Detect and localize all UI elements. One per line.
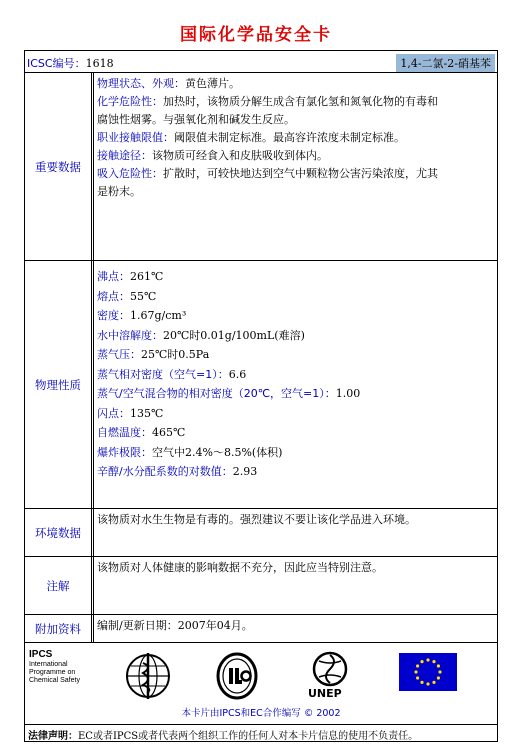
eu-star <box>437 676 440 679</box>
notes-label: 注解 <box>25 557 92 614</box>
data-line <box>97 443 492 463</box>
notes-content: 该物质对人体健康的影响数据不充分，因此应当特别注意。 <box>93 557 495 614</box>
data-line <box>97 93 492 111</box>
data-line <box>97 423 492 443</box>
data-line <box>97 404 492 424</box>
data-line <box>97 111 492 129</box>
field-key: 密度： <box>97 309 130 322</box>
eu-star <box>432 681 435 684</box>
who-logo-icon <box>123 651 173 701</box>
notes-row <box>25 557 497 615</box>
eu-star <box>416 676 419 679</box>
field-value: 1.00 <box>335 387 361 400</box>
ipcs-logo <box>29 651 80 685</box>
field-key: 吸入危险性： <box>97 167 163 180</box>
field-key: 职业接触限值： <box>97 131 174 144</box>
field-key: 爆炸极限： <box>97 445 152 459</box>
unep-label: UNEP <box>308 687 342 700</box>
important-data-label: 重要数据 <box>25 73 92 260</box>
field-value: 空气中2.4%～8.5%(体积) <box>152 445 283 459</box>
eu-star <box>420 681 423 684</box>
field-value: 腐蚀性烟雾。与强氧化剂和碱发生反应。 <box>97 113 295 126</box>
legal-label: 法律声明： <box>28 731 78 742</box>
field-value: 2.93 <box>232 465 258 478</box>
field-value: 1.67g/cm³ <box>130 309 187 322</box>
legal-disclaimer <box>25 725 497 741</box>
data-line <box>97 365 492 385</box>
data-line <box>97 267 492 287</box>
legal-text: EC或者IPCS或者代表两个组织工作的任何人对本卡片信息的使用不负责任。 <box>78 731 419 742</box>
environment-content: 该物质对水生生物是有毒的。强烈建议不要让该化学品进入环境。 <box>93 509 495 556</box>
data-line <box>97 183 492 201</box>
additional-content: 编制/更新日期：2007年04月。 <box>93 615 495 642</box>
field-value: 465℃ <box>152 426 186 439</box>
field-key: 水中溶解度： <box>97 328 163 342</box>
field-key: 闪点： <box>97 406 130 420</box>
data-line <box>97 384 492 404</box>
physical-properties-row <box>25 261 497 509</box>
safety-card <box>24 50 498 742</box>
data-line <box>97 75 492 93</box>
field-value: 20℃时0.01g/100mL(难溶) <box>163 328 305 342</box>
card-title: 国际化学品安全卡 <box>180 25 332 45</box>
field-key: 蒸气/空气混合物的相对密度（20℃，空气=1）： <box>97 387 336 400</box>
ipcs-line: Programme on <box>29 669 76 676</box>
field-key: 沸点： <box>97 270 130 283</box>
additional-label: 附加资料 <box>25 615 92 642</box>
field-key: 辛醇/水分配系数的对数值： <box>97 465 233 478</box>
field-value: 25℃时0.5Pa <box>141 348 210 361</box>
eu-star <box>420 660 423 663</box>
field-key: 蒸气相对密度（空气=1）： <box>97 367 229 381</box>
data-line <box>97 287 492 307</box>
additional-row <box>25 615 497 643</box>
data-line <box>97 165 492 183</box>
eu-star <box>426 682 429 685</box>
eu-flag-icon <box>399 653 457 691</box>
ilo-logo-icon <box>215 651 259 701</box>
icsc-label: ICSC编号： <box>27 57 86 70</box>
field-value: 是粉末。 <box>97 185 141 198</box>
field-key: 物理状态、外观： <box>97 77 185 90</box>
physical-properties-content <box>93 261 495 508</box>
field-value: 扩散时，可较快地达到空气中颗粒物公害污染浓度，尤其 <box>163 167 438 180</box>
data-line <box>97 306 492 326</box>
field-value: 黄色薄片。 <box>185 77 240 90</box>
field-key: 蒸气压： <box>97 348 141 361</box>
unep-logo-icon <box>307 651 353 687</box>
data-line <box>97 462 492 482</box>
ipcs-line: Chemical Safety <box>29 677 80 684</box>
physical-properties-label: 物理性质 <box>25 261 92 508</box>
icsc-number: 1618 <box>85 57 114 70</box>
field-value: 55℃ <box>130 289 157 303</box>
data-line <box>97 326 492 346</box>
icsc-row <box>25 51 497 73</box>
footer-row <box>25 643 497 725</box>
eu-star <box>416 664 419 667</box>
data-line <box>97 147 492 165</box>
field-key: 接触途径： <box>97 149 152 162</box>
eu-star <box>438 670 441 673</box>
ipcs-line: International <box>29 661 68 668</box>
field-key: 熔点： <box>97 289 130 303</box>
eu-star <box>426 658 429 661</box>
field-value: 6.6 <box>228 367 247 381</box>
field-key: 化学危险性： <box>97 95 163 108</box>
field-value: 135℃ <box>130 406 164 420</box>
icsc-id <box>27 55 114 71</box>
footer-credit: 本卡片由IPCS和EC合作编写 © 2002 <box>181 708 341 719</box>
environment-row <box>25 509 497 557</box>
eu-star <box>414 670 417 673</box>
ipcs-title: IPCS <box>29 649 53 660</box>
important-data-content <box>93 73 495 260</box>
chemical-name[interactable]: 1,4-二氯-2-硝基苯 <box>396 54 495 72</box>
field-value: 加热时，该物质分解生成含有氯化氢和氮氧化物的有毒和 <box>163 95 438 108</box>
eu-star <box>432 660 435 663</box>
field-value: 该物质可经食入和皮肤吸收到体内。 <box>152 149 328 162</box>
field-value: 261℃ <box>130 270 164 283</box>
environment-label: 环境数据 <box>25 509 92 556</box>
field-value: 阈限值未制定标准。最高容许浓度未制定标准。 <box>174 131 405 144</box>
eu-star <box>437 664 440 667</box>
data-line <box>97 345 492 365</box>
field-key: 自燃温度： <box>97 426 152 439</box>
data-line <box>97 129 492 147</box>
important-data-row <box>25 73 497 261</box>
